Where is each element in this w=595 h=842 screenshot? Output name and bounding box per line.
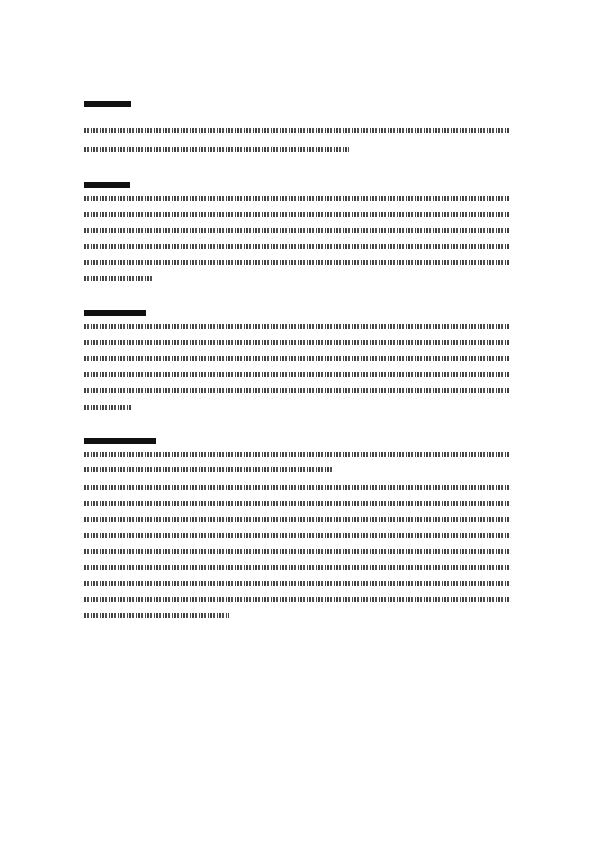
section-heading	[84, 310, 146, 316]
text-line	[84, 533, 509, 538]
text-line	[84, 356, 509, 361]
text-line	[84, 517, 509, 522]
text-line	[84, 340, 509, 345]
text-line	[84, 260, 509, 265]
text-line	[84, 581, 509, 586]
text-line	[84, 212, 509, 217]
text-line	[84, 372, 509, 377]
text-line	[84, 501, 509, 506]
document-title	[84, 101, 131, 107]
text-line	[84, 549, 509, 554]
text-line	[84, 565, 509, 570]
text-line	[84, 196, 509, 201]
section-heading	[84, 182, 130, 188]
text-line	[84, 228, 509, 233]
text-line	[84, 388, 509, 393]
text-line	[84, 405, 132, 410]
text-line	[84, 613, 229, 618]
text-line	[84, 452, 509, 457]
text-line	[84, 485, 509, 490]
text-line	[84, 276, 154, 281]
text-line	[84, 597, 509, 602]
text-line	[84, 244, 509, 249]
text-line	[84, 128, 509, 133]
text-line	[84, 467, 334, 472]
section-heading	[84, 438, 156, 444]
text-line	[84, 324, 509, 329]
text-line	[84, 147, 349, 152]
